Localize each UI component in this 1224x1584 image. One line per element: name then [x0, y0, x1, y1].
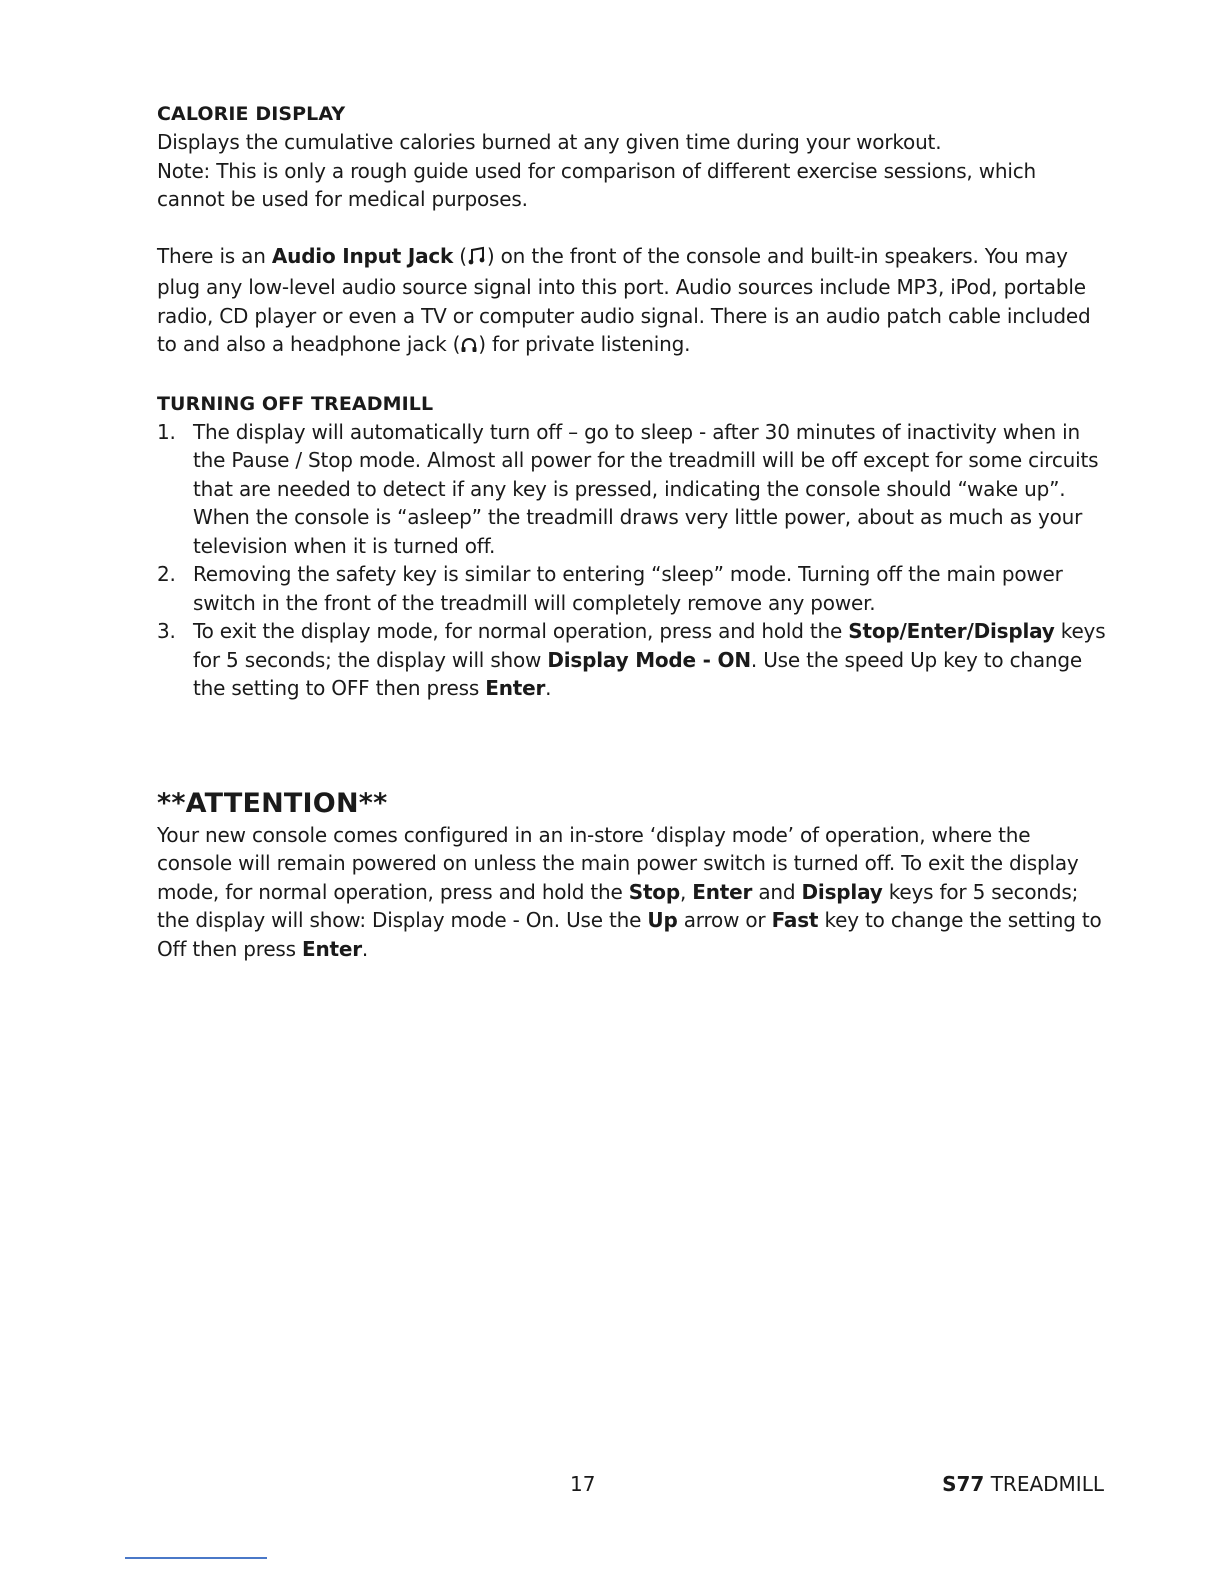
spacer	[157, 759, 1107, 787]
bottom-divider	[125, 1557, 267, 1559]
list-item	[157, 560, 1107, 617]
manual-page-content	[157, 100, 1107, 963]
audio-input-paragraph	[157, 242, 1107, 362]
list-item-number: 3.	[157, 619, 176, 643]
turning-off-heading: TURNING OFF TREADMILL	[157, 392, 434, 415]
attention-paragraph: Your new console comes configured in an in-store ‘display mode’ of operation, where the console will remain powered on unless the main power switch is turned off. To exit the display mode, for normal operation, press and hold the Stop, Enter and Display keys for 5 seconds; the display will show: Display mode - On. Use the Up arrow or Fast key to change the setting to Off then press Enter.	[157, 822, 1102, 961]
list-item-text: To exit the display mode, for normal operation, press and hold the Stop/Enter/Display keys for 5 seconds; the display will show Display Mode - ON. Use the speed Up key to change the setting to OFF then press Enter.	[193, 619, 1106, 700]
spacer	[157, 214, 1107, 242]
audio-input-jack-label: Audio Input Jack	[271, 243, 454, 268]
turning-off-steps	[157, 418, 1107, 703]
spacer	[157, 731, 1107, 759]
audio-text-2: (	[453, 243, 467, 268]
calorie-display-heading: CALORIE DISPLAY	[157, 103, 346, 125]
spacer	[157, 703, 1107, 731]
list-item	[157, 418, 1107, 561]
audio-text-4: ) for private listening.	[478, 332, 691, 356]
calorie-display-note: Note: This is only a rough guide used for comparison of different exercise sessions, which cannot be used for medical purposes.	[157, 158, 1036, 211]
list-item-text: Removing the safety key is similar to entering “sleep” mode. Turning off the main power switch in the front of the treadmill will completely remove any power.	[193, 562, 1063, 615]
attention-heading: **ATTENTION**	[157, 787, 388, 819]
list-item-number: 2.	[157, 562, 176, 586]
model-number: S77	[942, 1472, 985, 1496]
spacer	[157, 362, 1107, 390]
model-label: TREADMILL	[984, 1472, 1104, 1496]
list-item-text: The display will automatically turn off – go to sleep - after 30 minutes of inactivity when in the Pause / Stop mode. Almost all power for the treadmill will be off except for some circuits that are needed to detect if any key is pressed, indicating the console should “wake up”. When the console is “asleep” the treadmill draws very little power, about as much as your television when it is turned off.	[193, 419, 1099, 558]
calorie-display-description: Displays the cumulative calories burned at any given time during your workout.	[157, 130, 942, 154]
model-name	[942, 1470, 1104, 1498]
audio-text-1: There is an	[157, 243, 272, 268]
page-number: 17	[570, 1472, 596, 1496]
audio-text-3: ) on the front of the console and built-in speakers. You may plug any low-level audio source signal into this port. Audio sources include MP3, iPod, portable radio, CD player or even a TV or computer audio signal. There is an audio patch cable included to and also a headphone jack (	[157, 243, 1091, 356]
list-item	[157, 617, 1107, 703]
music-note-icon	[467, 245, 487, 274]
headphone-icon	[460, 333, 478, 362]
list-item-number: 1.	[157, 419, 176, 444]
